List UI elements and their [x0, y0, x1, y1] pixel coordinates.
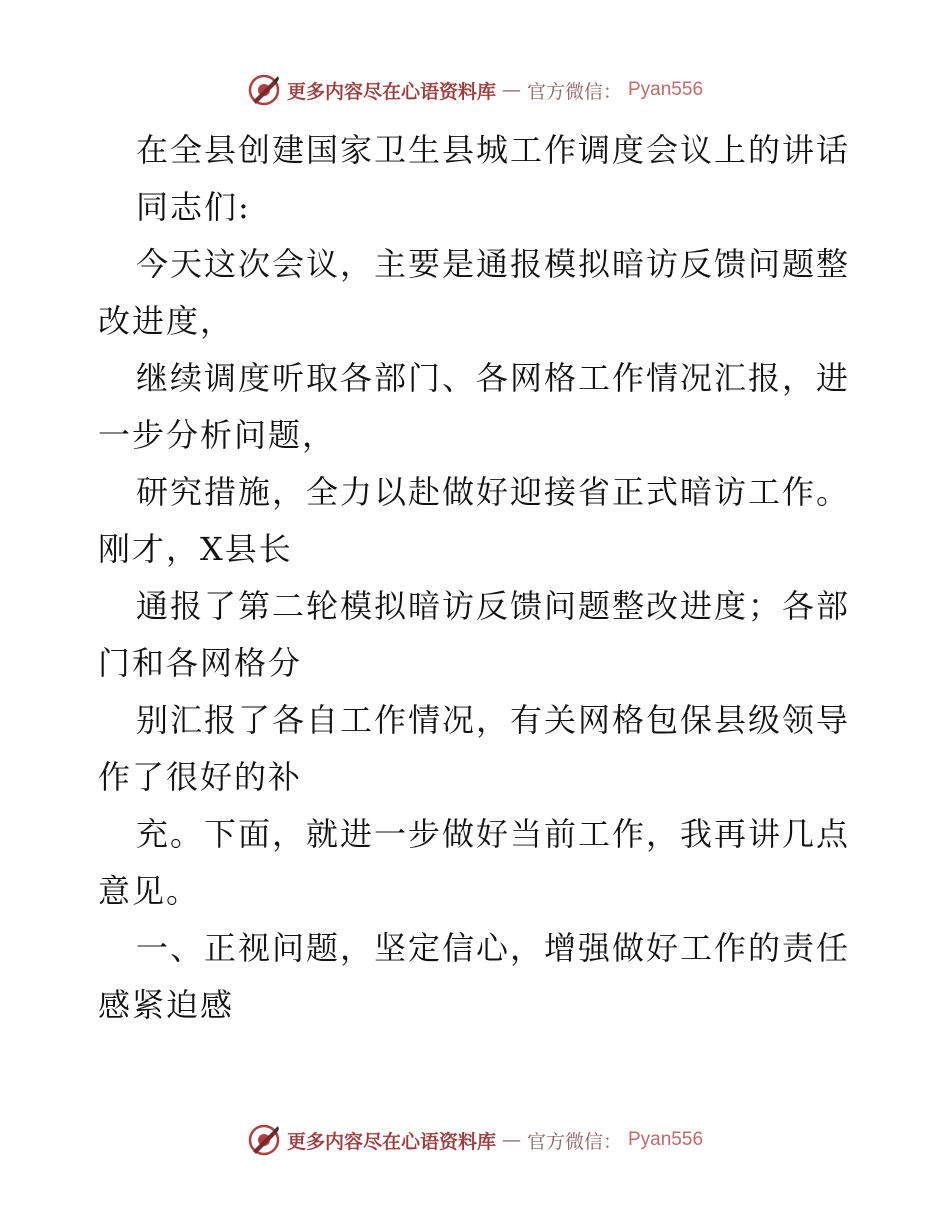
watermark-dash: — [501, 1129, 521, 1151]
paragraph: 别汇报了各自工作情况，有关网格包保县级领导作了很好的补 [98, 701, 851, 796]
pen-logo-icon [247, 1123, 281, 1157]
paragraph: 充。下面，就进一步做好当前工作，我再讲几点意见。 [98, 815, 851, 910]
watermark-dash: — [501, 79, 521, 101]
footer-watermark [0, 1120, 950, 1160]
document-title: 在全县创建国家卫生县城工作调度会议上的讲话 [136, 131, 851, 169]
watermark-id: Pyan556 [628, 1129, 704, 1150]
watermark-sub-text: 官方微信： [526, 1130, 622, 1153]
watermark-main-text: 更多内容尽在心语资料库 [286, 80, 496, 103]
section-heading: 一、正视问题，坚定信心，增强做好工作的责任感紧迫感 [98, 929, 851, 1024]
document-body [98, 122, 858, 1034]
paragraph: 继续调度听取各部门、各网格工作情况汇报，进一步分析问题， [98, 359, 851, 454]
paragraph: 研究措施，全力以赴做好迎接省正式暗访工作。刚才，X县长 [98, 473, 851, 568]
header-watermark [0, 70, 950, 110]
pen-logo-icon [247, 73, 281, 107]
watermark-id: Pyan556 [628, 79, 704, 100]
paragraph: 今天这次会议，主要是通报模拟暗访反馈问题整改进度， [98, 245, 851, 340]
watermark-sub-text: 官方微信： [526, 80, 622, 103]
watermark-main-text: 更多内容尽在心语资料库 [286, 1130, 496, 1153]
paragraph: 通报了第二轮模拟暗访反馈问题整改进度；各部门和各网格分 [98, 587, 851, 682]
salutation: 同志们: [136, 188, 251, 226]
